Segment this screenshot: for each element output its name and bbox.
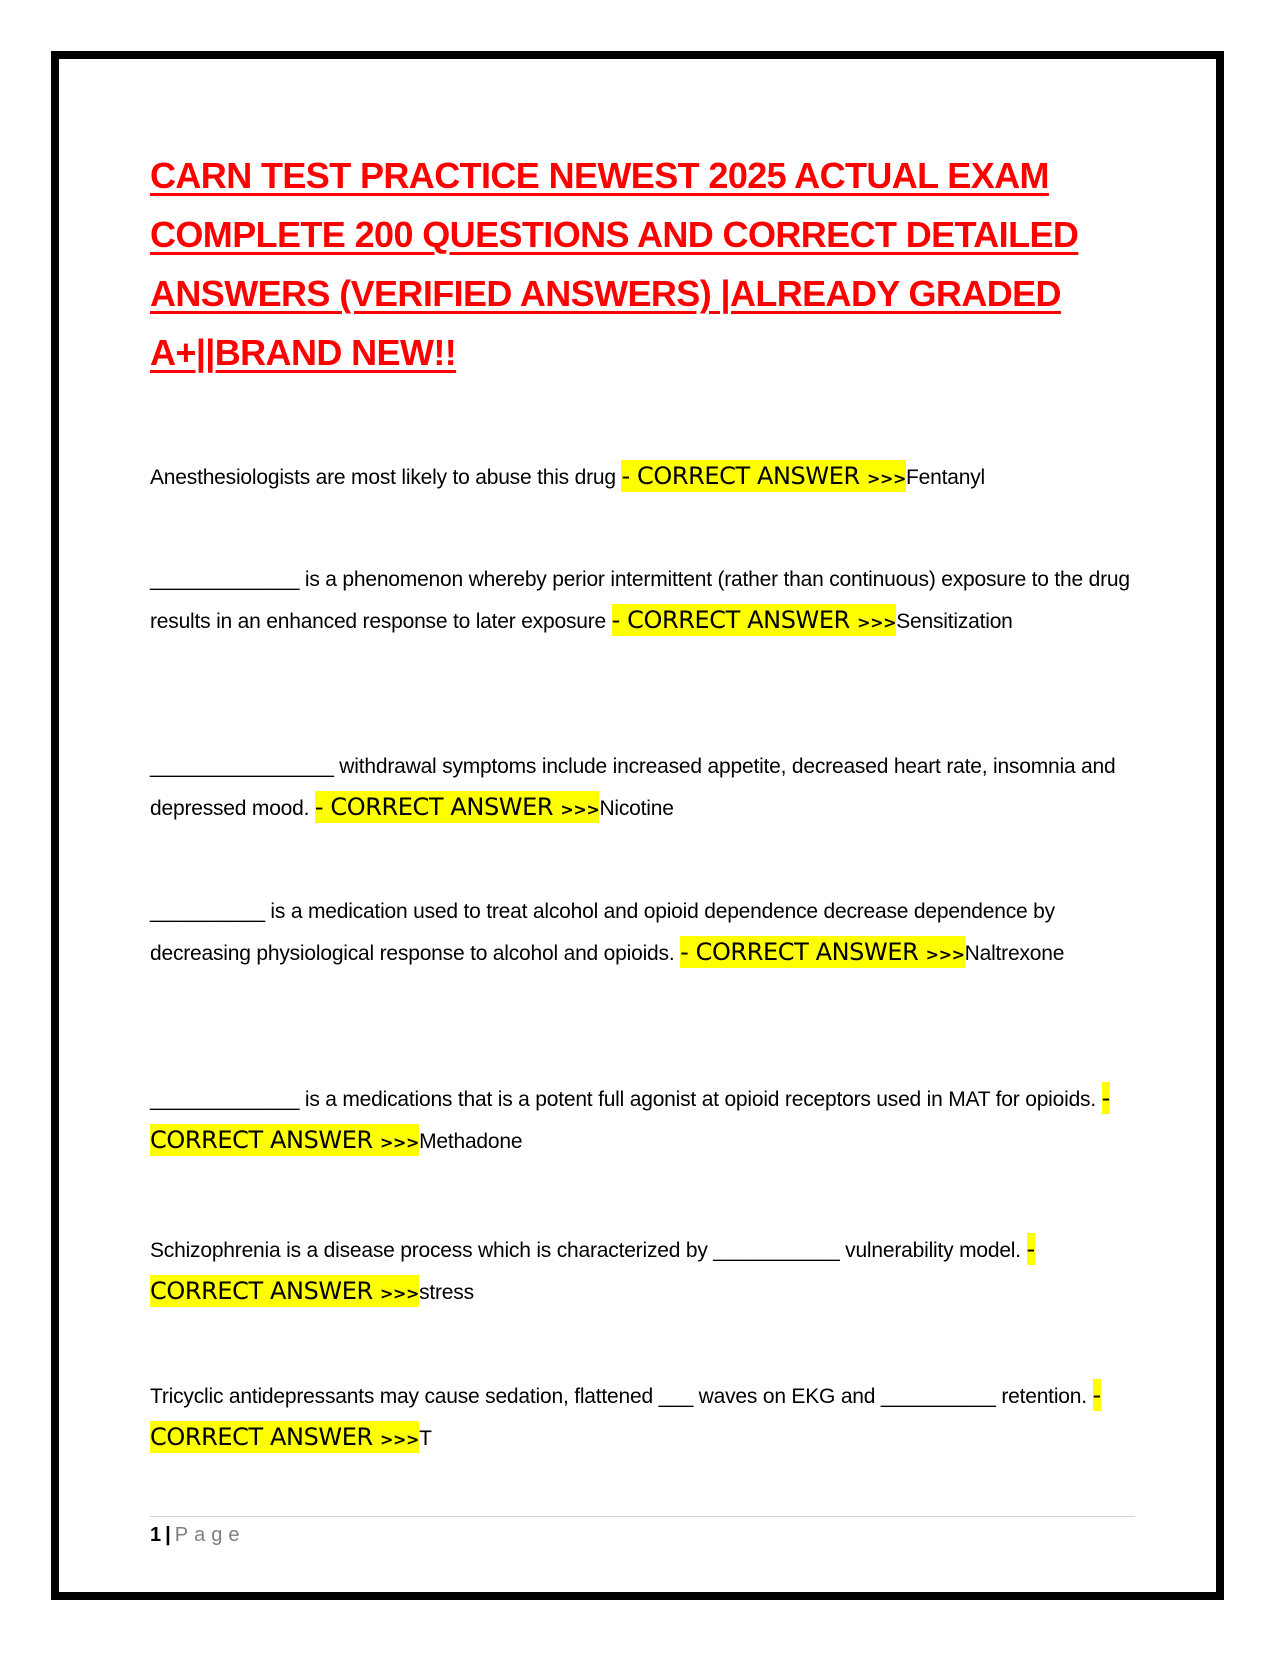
question-text: ________________ withdrawal symptoms include increased appetite, decreased heart rate, insomnia and depressed mood.: [150, 755, 1116, 820]
question-text: Schizophrenia is a disease process which is characterized by ___________ vulnerability model.: [150, 1239, 1027, 1262]
question-item: [150, 559, 1135, 643]
page-number: 1: [150, 1524, 162, 1546]
answer-label: - CORRECT ANSWER: [150, 1381, 1101, 1451]
question-item: [150, 1375, 1135, 1460]
page-footer: [150, 1520, 245, 1550]
answer-highlight: [612, 604, 897, 636]
question-item: [150, 456, 1135, 499]
answer-arrows: >>>: [380, 1133, 420, 1152]
question-item: [150, 1229, 1135, 1314]
answer-label: - CORRECT ANSWER: [621, 462, 867, 490]
document-body: [150, 146, 1135, 382]
answer-text: stress: [419, 1281, 474, 1304]
question-text: Tricyclic antidepressants may cause sedation, flattened ___ waves on EKG and __________ retention.: [150, 1385, 1093, 1408]
answer-highlight: [621, 460, 906, 492]
question-item: [150, 746, 1135, 830]
question-text: _____________ is a phenomenon whereby perior intermittent (rather than continuous) exposure to the drug results in an enhanced response to later exposure: [150, 568, 1130, 633]
page-separator: |: [165, 1524, 171, 1546]
question-item: [150, 891, 1135, 975]
answer-arrows: >>>: [560, 800, 600, 819]
answer-text: Naltrexone: [964, 942, 1065, 965]
question-text: Anesthesiologists are most likely to abuse this drug: [150, 466, 622, 489]
answer-arrows: >>>: [380, 1430, 420, 1449]
answer-text: Fentanyl: [906, 466, 985, 489]
answer-label: - CORRECT ANSWER: [150, 1084, 1110, 1154]
answer-arrows: >>>: [380, 1284, 420, 1303]
answer-text: Methadone: [419, 1130, 523, 1153]
answer-highlight: [315, 791, 600, 823]
answer-arrows: >>>: [857, 613, 897, 632]
page-label: Page: [174, 1524, 246, 1546]
answer-text: T: [419, 1427, 432, 1450]
question-text: __________ is a medication used to treat alcohol and opioid dependence decrease dependence by decreasing physiological response to alcohol and opioids.: [150, 900, 1055, 965]
answer-arrows: >>>: [867, 469, 907, 488]
footer-divider: [150, 1516, 1135, 1517]
document-title: CARN TEST PRACTICE NEWEST 2025 ACTUAL EXAM COMPLETE 200 QUESTIONS AND CORRECT DETAILED ANSWERS (VERIFIED ANSWERS) |ALREADY GRADED A+||BRAND NEW!!: [150, 155, 1079, 373]
answer-label: - CORRECT ANSWER: [150, 1235, 1035, 1305]
answer-text: Nicotine: [599, 797, 674, 820]
answer-text: Sensitization: [896, 610, 1013, 633]
answer-highlight: [680, 936, 965, 968]
question-item: [150, 1078, 1135, 1163]
answer-label: - CORRECT ANSWER: [611, 606, 858, 634]
answer-label: - CORRECT ANSWER: [314, 793, 561, 821]
question-text: _____________ is a medications that is a potent full agonist at opioid receptors used in MAT for opioids.: [150, 1088, 1102, 1111]
answer-label: - CORRECT ANSWER: [680, 938, 926, 966]
answer-arrows: >>>: [925, 945, 965, 964]
